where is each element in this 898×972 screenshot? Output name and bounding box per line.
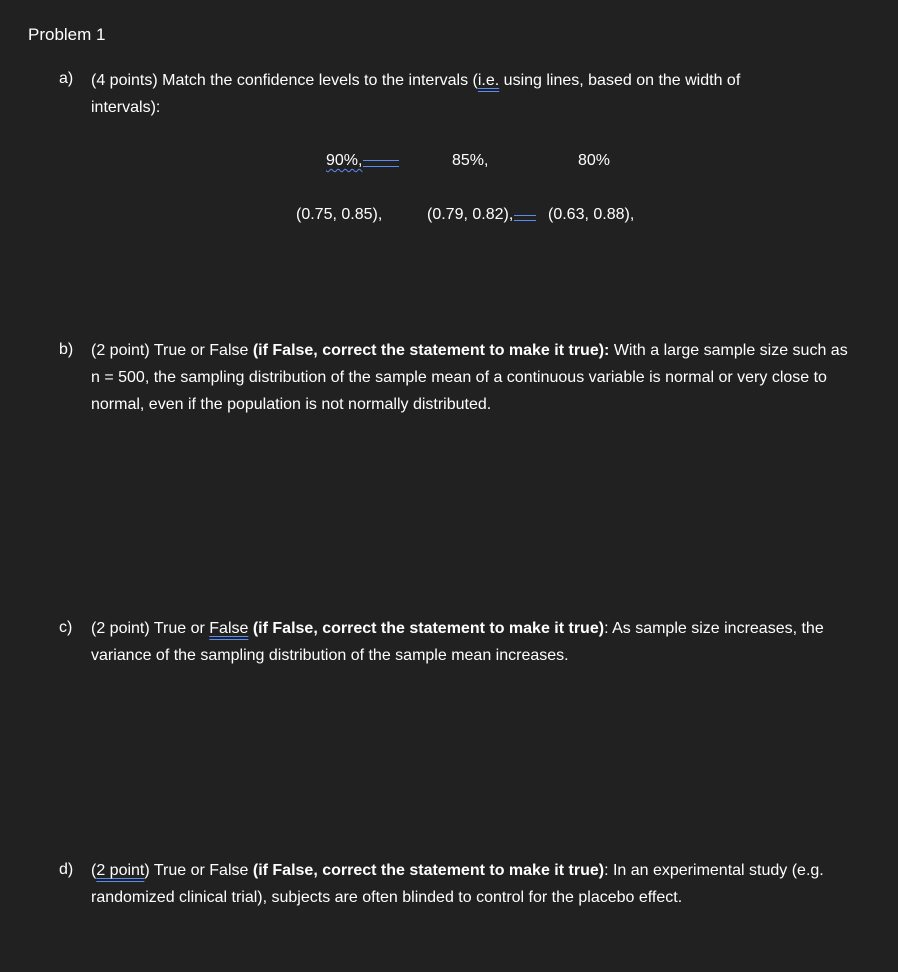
- part-b-marker: b): [59, 341, 74, 358]
- part-a-marker: a): [59, 70, 74, 87]
- confidence-level-85: 85%,: [452, 152, 489, 169]
- part-a-text-after: using lines, based on the width of: [499, 72, 741, 89]
- part-a-question: [91, 67, 861, 121]
- part-a-text-before: Match the confidence levels to the intervals (: [157, 72, 478, 89]
- part-a-points: (4 points): [91, 72, 158, 89]
- part-a-line2: intervals):: [91, 99, 161, 116]
- interval-3: (0.63, 0.88),: [548, 206, 635, 223]
- confidence-level-90: 90%,: [326, 152, 399, 170]
- confidence-level-80: 80%: [578, 152, 611, 169]
- interval-1: (0.75, 0.85),: [296, 206, 383, 223]
- part-c-marker: c): [59, 619, 73, 636]
- part-d-marker: d): [59, 861, 74, 878]
- part-b-question: (2 point) True or False (if False, correct the statement to make it true): With a large sample size such as n = 500, the sampling distribution of the sample mean of a continuous variable is normal or very close to normal, even if the population is not normally distributed.: [91, 342, 848, 413]
- match-line-mark: [363, 160, 399, 167]
- part-d-question: (2 point) True or False (if False, correct the statement to make it true): In an experimental study (e.g. randomized clinical trial), subjects are often blinded to control for the placebo effect.: [91, 862, 824, 906]
- part-d-instruction: (if False, correct the statement to make it true): [252, 862, 605, 879]
- part-d-points: 2 point: [96, 862, 145, 879]
- part-b-instruction: (if False, correct the statement to make it true):: [252, 342, 610, 359]
- part-a-ie: i.e.: [477, 72, 500, 89]
- problem-title: Problem 1: [28, 25, 106, 44]
- interval-2: (0.79, 0.82),: [427, 206, 536, 224]
- part-c-instruction: (if False, correct the statement to make it true): [248, 620, 605, 637]
- part-c-false-word: False: [209, 620, 249, 637]
- part-c-question: (2 point) True or False (if False, correct the statement to make it true): As sample size increases, the variance of the sampling distribution of the sample mean increases.: [91, 620, 824, 664]
- match-line-mark: [514, 215, 536, 221]
